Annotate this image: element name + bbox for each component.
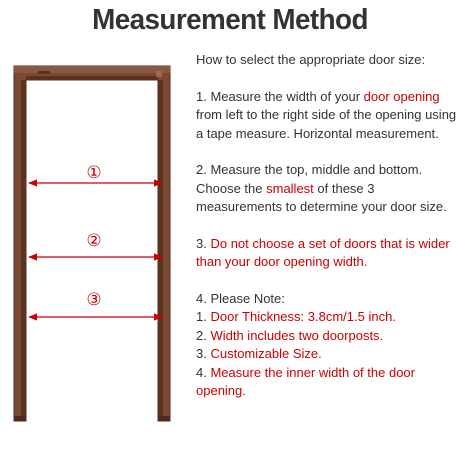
door-frame-top-inner-shadow — [26, 76, 158, 80]
note-item-text: Door Thickness: 3.8cm/1.5 inch. — [210, 309, 396, 324]
step-3-prefix: 3. — [196, 235, 211, 251]
note-item-number: 4. — [196, 364, 211, 380]
door-frame-right-foot — [158, 416, 170, 421]
door-frame-left-post-edge — [21, 80, 26, 421]
step-2-prefix: 2. Measure the top, middle and bottom. Choose the — [196, 162, 423, 196]
step-2-highlight: smallest — [266, 180, 314, 196]
step-3-highlight: Do not choose a set of doors that is wider than your door opening width. — [196, 235, 450, 269]
step-2 — [196, 161, 458, 217]
door-frame-lintel — [14, 66, 170, 73]
note-item-text: Measure the inner width of the door opening. — [196, 364, 415, 398]
step-1-prefix: 1. Measure the width of your — [196, 88, 364, 104]
note-item-text: Customizable Size. — [210, 346, 322, 361]
note-item-number: 1. — [196, 309, 211, 324]
note-item-number: 3. — [196, 346, 211, 361]
door-frame-notch — [156, 71, 162, 77]
step-1-suffix: from left to the right side of the opening using a tape measure. Horizontal measurement. — [196, 107, 457, 141]
step-1-highlight: door opening — [363, 88, 440, 104]
door-frame-right-post-edge — [158, 80, 163, 421]
door-frame-jamb-detail — [38, 71, 50, 74]
marker-bottom: ③ — [86, 290, 102, 310]
note-item-text: Width includes two doorposts. — [210, 327, 384, 343]
step-2-suffix: of these 3 measurements to determine your door size. — [196, 180, 447, 214]
instructions-intro: How to select the appropriate door size: — [196, 52, 426, 67]
instructions-panel — [196, 51, 458, 401]
marker-middle: ② — [86, 231, 102, 251]
page-title: Measurement Method — [92, 4, 368, 36]
note-heading: 4. Please Note: — [196, 290, 285, 306]
note-item — [196, 327, 458, 346]
step-3 — [196, 235, 458, 272]
step-1 — [196, 88, 458, 144]
note-item — [196, 308, 458, 327]
note-item-number: 2. — [196, 327, 211, 343]
marker-top: ① — [86, 163, 102, 183]
door-frame-left-foot — [14, 416, 26, 421]
note-item — [196, 364, 458, 401]
note-item — [196, 345, 458, 364]
